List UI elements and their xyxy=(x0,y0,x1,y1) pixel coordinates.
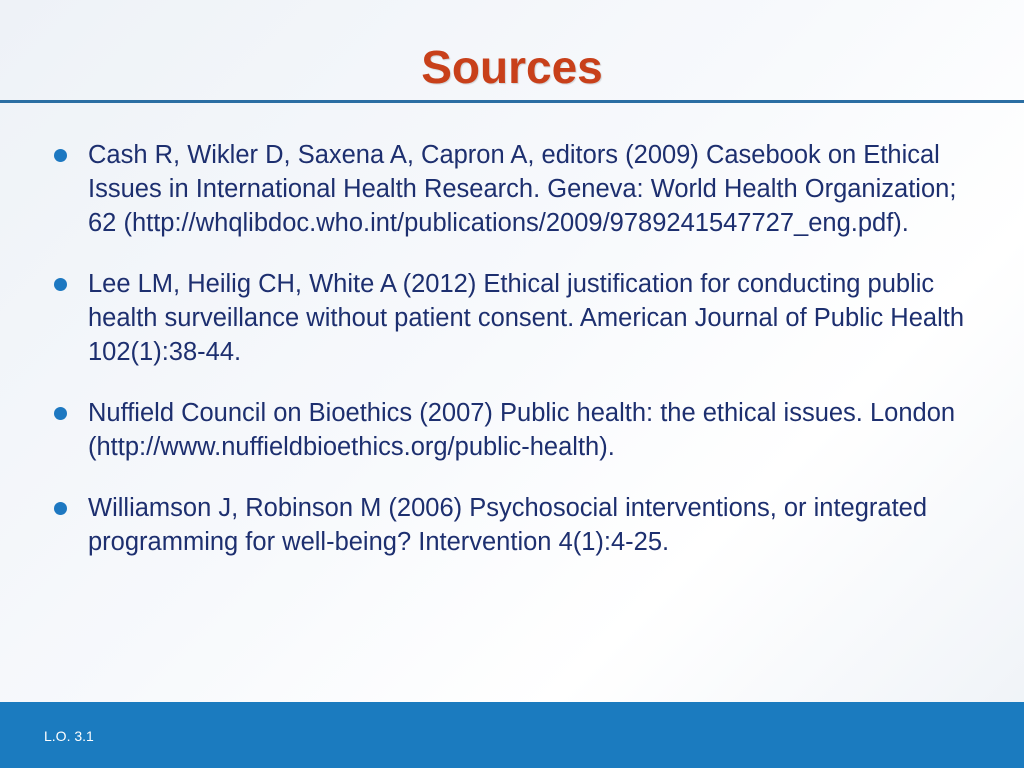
footer-bar xyxy=(0,702,1024,768)
bullet-icon xyxy=(54,278,67,291)
source-item xyxy=(50,138,990,240)
title-divider xyxy=(0,100,1024,103)
source-text: Nuffield Council on Bioethics (2007) Public health: the ethical issues. London (http://www.nuffieldbioethics.org/public-health). xyxy=(88,399,956,461)
bullet-icon xyxy=(54,149,67,162)
bullet-icon xyxy=(54,407,67,420)
sources-list xyxy=(50,138,990,586)
source-text: Cash R, Wikler D, Saxena A, Capron A, editors (2009) Casebook on Ethical Issues in International Health Research. Geneva: World Health Organization; 62 (http://whqlibdoc.who.int/publications/2009/9789241547727_eng.pdf). xyxy=(88,141,957,237)
bullet-icon xyxy=(54,502,67,515)
source-item xyxy=(50,267,990,369)
source-text: Williamson J, Robinson M (2006) Psychosocial interventions, or integrated programming for well-being? Intervention 4(1):4-25. xyxy=(88,494,928,556)
learning-objective-label: L.O. 3.1 xyxy=(44,728,94,744)
source-item xyxy=(50,396,990,464)
source-text: Lee LM, Heilig CH, White A (2012) Ethical justification for conducting public health surveillance without patient consent. American Journal of Public Health 102(1):38-44. xyxy=(88,270,965,366)
source-item xyxy=(50,491,990,559)
slide-title: Sources xyxy=(421,41,603,93)
